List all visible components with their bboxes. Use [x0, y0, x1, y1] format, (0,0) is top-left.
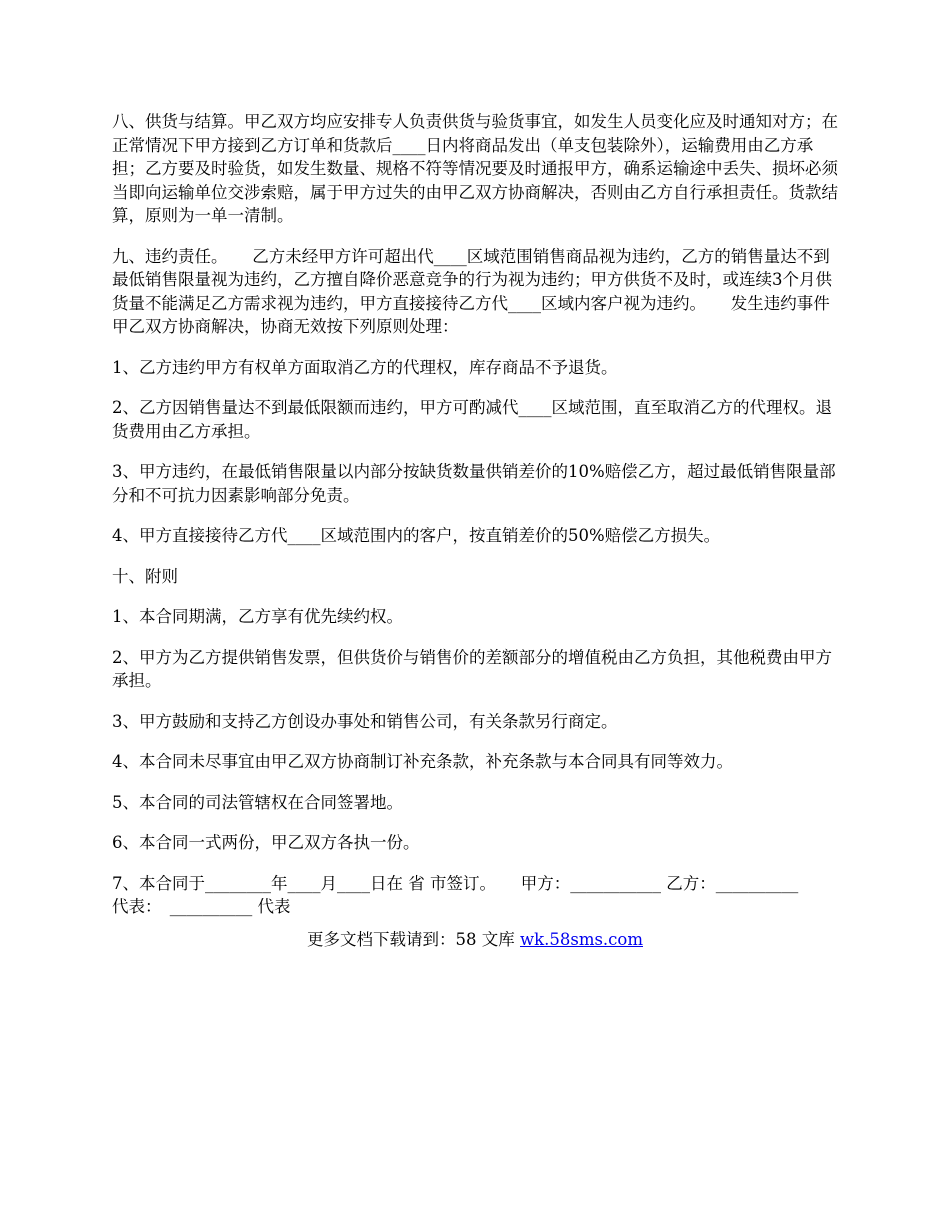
clause-9-item-3: 3、甲方违约，在最低销售限量以内部分按缺货数量供销差价的10%赔偿乙方，超过最低销售限量部分和不可抗力因素影响部分免责。: [112, 462, 836, 505]
footer-prefix-text: 更多文档下载请到：58 文库: [306, 930, 520, 949]
clause-8-supply-settlement: 八、供货与结算。甲乙双方均应安排专人负责供货与验货事宜，如发生人员变化应及时通知对方；在正常情况下甲方接到乙方订单和货款后____日内将商品发出（单支包装除外），运输费用由乙方承担；乙方要及时验货，如发生数量、规格不符等情况要及时通报甲方，确系运输途中丢失、损坏必须当即向运输单位交涉索赔，属于甲方过失的由甲乙双方协商解决，否则由乙方自行承担责任。货款结算，原则为一单一清制。: [112, 112, 838, 225]
clause-10-item-4: 4、本合同未尽事宜由甲乙双方协商制订补充条款，补充条款与本合同具有同等效力。: [112, 752, 733, 771]
clause-10-item-7-signature-line: 7、本合同于________年____月____日在 省 市签订。 甲方：___________ 乙方：__________ 代表： __________ 代表: [112, 873, 832, 916]
clause-10-item-5: 5、本合同的司法管辖权在合同签署地。: [112, 792, 403, 812]
clause-10-item-1: 1、本合同期满，乙方享有优先续约权。: [112, 607, 403, 626]
download-footer: [0, 928, 950, 952]
clause-9-item-1: 1、乙方违约甲方有权单方面取消乙方的代理权，库存商品不予退货。: [112, 357, 618, 377]
document-body: [112, 110, 842, 936]
clause-9-item-4: 4、甲方直接接待乙方代____区域范围内的客户，按直销差价的50%赔偿乙方损失。: [112, 526, 721, 545]
clause-10-heading: 十、附则: [112, 566, 178, 586]
clause-9-breach-liability: 九、违约责任。 乙方未经甲方许可超出代____区域范围销售商品视为违约，乙方的销售量达不到最低销售限量视为违约，乙方擅自降价恶意竞争的行为视为违约；甲方供货不及时，或连续3个月供货量不能满足乙方需求视为违约，甲方直接接待乙方代____区域内客户视为违约。 发生违约事件甲乙双方协商解决，协商无效按下列原则处理：: [112, 246, 832, 336]
clause-10-item-6: 6、本合同一式两份，甲乙双方各执一份。: [112, 833, 420, 852]
clause-10-item-2: 2、甲方为乙方提供销售发票，但供货价与销售价的差额部分的增值税由乙方负担，其他税费由甲方承担。: [112, 647, 832, 690]
footer-download-link[interactable]: wk.58sms.com: [519, 930, 643, 949]
clause-10-item-3: 3、甲方鼓励和支持乙方创设办事处和销售公司，有关条款另行商定。: [112, 711, 618, 731]
clause-9-item-2: 2、乙方因销售量达不到最低限额而违约，甲方可酌减代____区域范围，直至取消乙方的代理权。退货费用由乙方承担。: [112, 398, 832, 441]
